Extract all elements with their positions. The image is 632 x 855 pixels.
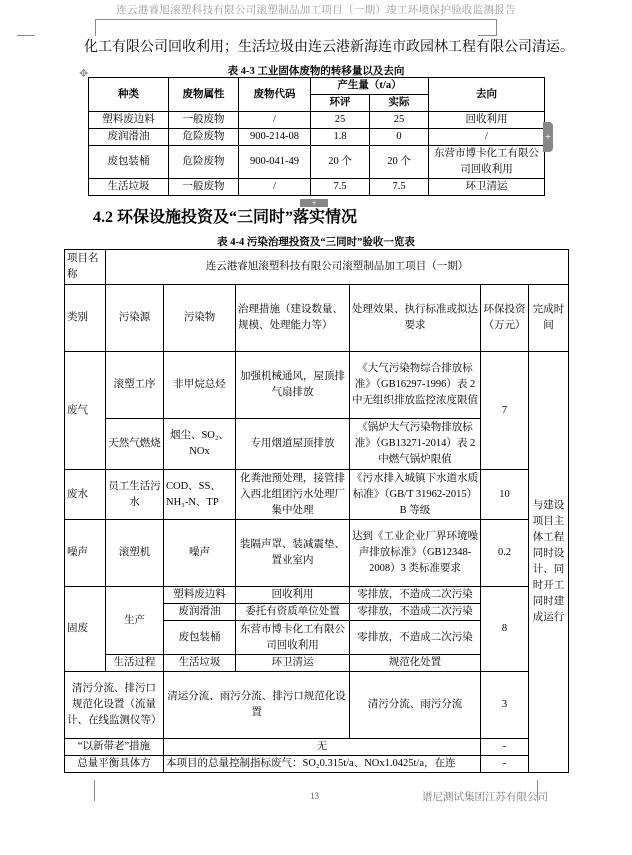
section-heading: 4.2 环保设施投资及“三同时”落实情况: [93, 209, 358, 226]
cell: 3: [481, 672, 529, 739]
cell: 天然气燃烧: [106, 419, 164, 470]
table-row: [89, 129, 545, 146]
cell: 固废: [65, 587, 106, 672]
cell: 滚塑工序: [106, 352, 164, 419]
page-number: 13: [310, 791, 319, 801]
cell: 1.8: [311, 129, 370, 146]
table-caption: 表 4-4 污染治理投资及“三同时”验收一览表: [217, 237, 415, 248]
th-code: 废物代码: [239, 78, 311, 112]
cell: 《大气污染物综合排放标准》（GB16297-1996）表 2 中无组织排放监控浓度限值: [350, 352, 481, 419]
cell: 东营市博卡化工有限公司回收利用: [236, 621, 350, 655]
waste-transfer-table: [88, 77, 545, 196]
cell: 零排放，不造成二次污染: [350, 621, 481, 655]
cell: 东营市博卡化工有限公司回收利用: [429, 146, 545, 179]
cell: 零排放，不造成二次污染: [350, 587, 481, 604]
th-dest: 去向: [429, 78, 545, 112]
cell: 20 个: [370, 146, 429, 179]
cell: 环卫清运: [236, 655, 350, 672]
th: 环保投资（万元）: [481, 285, 529, 352]
cell: 装隔声罩、装减震垫、置业室内: [236, 520, 350, 587]
cell: 噪声: [164, 520, 236, 587]
th-attr: 废物属性: [169, 78, 239, 112]
cell: 25: [370, 112, 429, 129]
cell: 0: [370, 129, 429, 146]
th-actual: 实际: [370, 95, 429, 112]
cell: 无: [164, 739, 481, 756]
cell: 生活过程: [106, 655, 164, 672]
add-row-button[interactable]: +: [300, 199, 328, 207]
th: 污染物: [164, 285, 236, 352]
cell: 回收利用: [429, 112, 545, 129]
cell: 0.2: [481, 520, 529, 587]
cell: 委托有资质单位处置: [236, 604, 350, 621]
cell: COD、SS、NH₃-N、TP: [164, 470, 236, 520]
cell: 900-041-49: [239, 146, 311, 179]
th: 处理效果、执行标准或拟达要求: [350, 285, 481, 352]
cell: 噪声: [65, 520, 106, 587]
th-amount: 产生量（t/a）: [311, 78, 429, 95]
cell: 7.5: [311, 179, 370, 196]
th: 治理措施（建设数量、规模、处理能力等）: [236, 285, 350, 352]
cell: 规范化处置: [350, 655, 481, 672]
cell: 废润滑油: [164, 604, 236, 621]
cell: 20 个: [311, 146, 370, 179]
cell: 一般废物: [169, 179, 239, 196]
cell: 清运分流、雨污分流、排污口规范化设置: [164, 672, 350, 739]
cell: 900-214-08: [239, 129, 311, 146]
cell: 员工生活污水: [106, 470, 164, 520]
th: 类别: [65, 285, 106, 352]
cell: 废水: [65, 470, 106, 520]
cell: 环卫清运: [429, 179, 545, 196]
cell: 专用烟道屋顶排放: [236, 419, 350, 470]
body-text: 化工有限公司回收利用；生活垃圾由连云港新海连市政园林工程有限公司清运。: [84, 40, 574, 55]
cell: 8: [481, 587, 529, 672]
cell: 废气: [65, 352, 106, 470]
cell: 总量平衡具体方: [65, 756, 164, 773]
cell: 生活垃圾: [164, 655, 236, 672]
cell: 加强机械通风，屋顶排气扇排放: [236, 352, 350, 419]
th: 完成时间: [529, 285, 569, 352]
table-row: [89, 146, 545, 179]
cell: “以新带老”措施: [65, 739, 164, 756]
proj-label: 项目名称: [65, 250, 106, 285]
cell: -: [481, 756, 529, 773]
cell: 塑料废边料: [164, 587, 236, 604]
th-kind: 种类: [89, 78, 169, 112]
cell: 非甲烷总烃: [164, 352, 236, 419]
cell: 清污分流、雨污分流: [350, 672, 481, 739]
cell: /: [239, 112, 311, 129]
add-column-button[interactable]: +: [543, 122, 553, 152]
cell: 滚塑机: [106, 520, 164, 587]
cell: 零排放，不造成二次污染: [350, 604, 481, 621]
th: 污染源: [106, 285, 164, 352]
cell: 达到《工业企业厂界环境噪声排放标准》（GB12348-2008）3 类标准要求: [350, 520, 481, 587]
cell: 危险废物: [169, 146, 239, 179]
cell: /: [429, 129, 545, 146]
cell: 《锅炉大气污染物排放标准》（GB13271-2014）表 2 中燃气锅炉限值: [350, 419, 481, 470]
header-rule: [95, 19, 497, 36]
corner-mark: [17, 35, 35, 36]
cell: 烟尘、SO₂、NOx: [164, 419, 236, 470]
table-caption: 表 4-3 工业固体废物的转移量以及去向: [227, 66, 405, 77]
table-row: [89, 179, 545, 196]
cell: 生产: [106, 587, 164, 655]
table-row: [89, 112, 545, 129]
cell: -: [481, 739, 529, 756]
completion-time: 与建设项目主体工程同时设计、同时开工同时建成运行: [529, 352, 569, 773]
table-move-handle-icon[interactable]: ✥: [79, 68, 89, 80]
cell: 废润滑油: [89, 129, 169, 146]
cell: 25: [311, 112, 370, 129]
cell: 10: [481, 470, 529, 520]
running-header: 连云港睿旭滚塑科技有限公司滚塑制品加工项目（一期）竣工环境保护验收监测报告: [116, 5, 516, 16]
cell: 一般废物: [169, 112, 239, 129]
cell: 7: [481, 352, 529, 470]
cell: 本项目的总量控制指标废气：SO₂0.315t/a、NOx1.0425t/a，在连: [164, 756, 481, 773]
cell: 7.5: [370, 179, 429, 196]
proj-name: 连云港睿旭滚塑科技有限公司滚塑制品加工项目（一期）: [106, 250, 569, 285]
cell: 回收利用: [236, 587, 350, 604]
cell: 废包装桶: [89, 146, 169, 179]
th-eia: 环评: [311, 95, 370, 112]
cell: /: [239, 179, 311, 196]
cell: 清污分流、排污口规范化设置（流量计、在线监测仪等）: [65, 672, 164, 739]
cell: 生活垃圾: [89, 179, 169, 196]
footer-company: 谱尼测试集团江苏有限公司: [422, 792, 548, 803]
cell: 废包装桶: [164, 621, 236, 655]
corner-mark: [94, 780, 95, 801]
cell: 化粪池预处理，接管排入西北组团污水处理厂集中处理: [236, 470, 350, 520]
cell: 《污水排入城镇下水道水质标准》（GB/T 31962-2015）B 等级: [350, 470, 481, 520]
cell: 危险废物: [169, 129, 239, 146]
cell: 塑料废边料: [89, 112, 169, 129]
three-simultaneous-table: [64, 249, 569, 773]
